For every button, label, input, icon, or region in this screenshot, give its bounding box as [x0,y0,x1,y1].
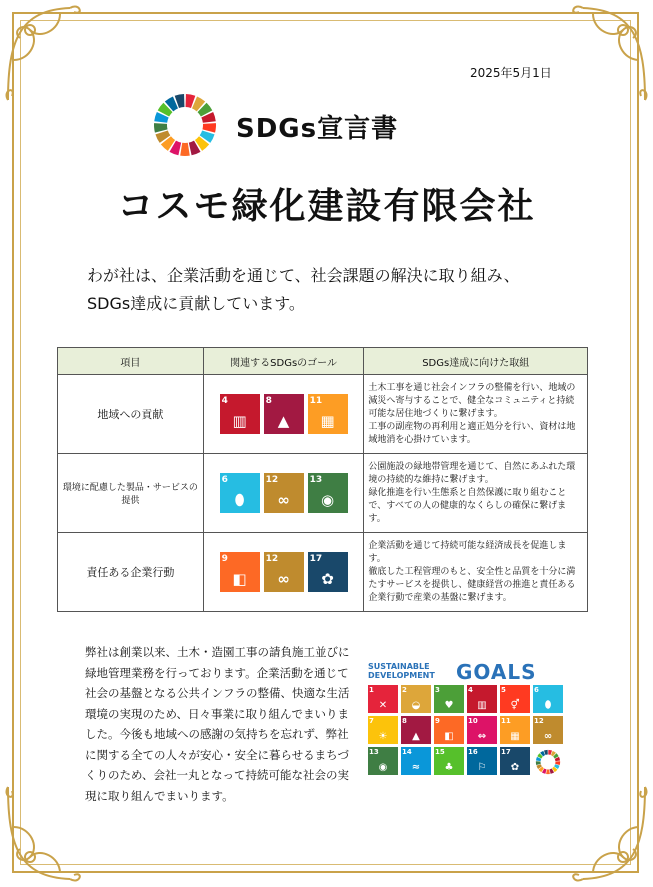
sdg-goal-8-icon: 8 ▲ [401,716,431,744]
sdg-goal-12-icon: 12 ∞ [533,716,563,744]
column-header: 項目 [58,348,204,375]
row-goals [203,375,364,454]
sdg-wheel-small-icon [533,747,563,775]
action-text: 緑化推進を行い生態系と自然保護に取り組むことで、すべての人の健康的なくらしの確保に繋げます。 [368,487,567,524]
sdg-goal-11-icon: 11 ▦ [500,716,530,744]
column-header: SDGs達成に向けた取組 [364,348,588,375]
sdg-goal-13-icon: 13 ◉ [308,473,348,513]
table-row [58,533,588,612]
wheel-segment [536,761,541,765]
corner-ornament-icon [0,0,110,110]
document-date: 2025年5月1日 [470,66,552,80]
sdg-goal-12-icon: 12 ∞ [264,473,304,513]
row-goals [203,533,364,612]
row-actions [364,533,588,612]
row-item: 環境に配慮した製品・サービスの提供 [58,454,204,533]
sdg-goal-13-icon: 13 ◉ [368,747,398,775]
action-text: 企業活動を通じて持続可能な経済成長を促進します。 [368,540,567,564]
declaration-body: 弊社は創業以来、土木・造園工事の請負施工並びに緑地管理業務を行っております。企業活動を通じて社会の基盤となる公共インフラの整備、快適な生活環境の実現のため、日々事業に取り組んでまいりました。今後も地域への感謝の気持ちを忘れず、弊社に関する全ての人々が安心・安全に暮らせるまちづくりのため、会社一丸となって持続可能な社会の実現に取り組んでまいります。 [85,645,350,803]
wheel-segment [202,123,216,133]
wheel-segment [154,123,168,133]
row-item: 地域への貢献 [58,375,204,454]
corner-ornament-icon [543,0,653,110]
sdg-goal-5-icon: 5 ⚥ [500,685,530,713]
company-name: コスモ緑化建設有限会社 [117,186,536,227]
row-actions [364,375,588,454]
row-item: 責任ある企業行動 [58,533,204,612]
sdg-goal-4-icon: 4 ▥ [467,685,497,713]
sdg-goal-3-icon: 3 ♥ [434,685,464,713]
sdg-goal-9-icon: 9 ◧ [220,552,260,592]
corner-ornament-icon [543,777,653,887]
sdg-wheel-icon [534,748,562,776]
action-text: 土木工事を通じ社会インフラの整備を行い、地域の減災へ寄与することで、健全なコミュニティと持続可能な居住地づくりに繋げます。 [368,382,576,419]
sdg-goal-12-icon: 12 ∞ [264,552,304,592]
row-goals [203,454,364,533]
logo-line: DEVELOPMENT [368,671,435,680]
table-header-row [58,348,588,375]
intro-line: わが社は、企業活動を通じて、社会課題の解決に取り組み、 [87,266,520,285]
wheel-segment [546,769,550,774]
action-text: 徹底した工程管理のもと、安全性と品質を十分に満たすサービスを提供し、健康経営の推進と責任ある企業行動で産業の基盤に繋げます。 [368,566,576,603]
sdg-goal-15-icon: 15 ♣ [434,747,464,775]
sdg-goal-6-icon: 6 ⬮ [533,685,563,713]
table-row [58,375,588,454]
logo-goals-word: GOALS [456,660,537,684]
sdg-goal-11-icon: 11 ▦ [308,394,348,434]
wheel-segment [180,143,190,156]
sdg-goal-10-icon: 10 ⇔ [467,716,497,744]
sdg-goals-logo [368,660,537,684]
document-heading: SDGs宣言書 [236,114,399,144]
sdg-goals-table [57,347,588,612]
sdg-goal-6-icon: 6 ⬮ [220,473,260,513]
sdg-goal-2-icon: 2 ◒ [401,685,431,713]
sdg-goal-4-icon: 4 ▥ [220,394,260,434]
table-row [58,454,588,533]
sdg-goal-17-icon: 17 ✿ [308,552,348,592]
sdg-wheel-icon [152,92,218,158]
logo-line: SUSTAINABLE [368,662,430,671]
sdg-goal-9-icon: 9 ◧ [434,716,464,744]
row-actions [364,454,588,533]
sdg-goal-1-icon: 1 ✕ [368,685,398,713]
action-text: 工事の副産物の再利用と適正処分を行い、資材は地域地消を心掛けています。 [368,421,576,445]
sdg-goal-16-icon: 16 ⚐ [467,747,497,775]
action-text: 公園施設の緑地帯管理を通じて、自然にあふれた環境の持続的な維持に繋げます。 [368,461,576,485]
intro-text [87,262,520,318]
sdg-goal-17-icon: 17 ✿ [500,747,530,775]
column-header: 関連するSDGsのゴール [203,348,364,375]
sdg-goal-8-icon: 8 ▲ [264,394,304,434]
sdg-goal-7-icon: 7 ☀ [368,716,398,744]
intro-line: SDGs達成に貢献しています。 [87,294,305,313]
wheel-segment [555,761,560,765]
sdg-goal-14-icon: 14 ≈ [401,747,431,775]
